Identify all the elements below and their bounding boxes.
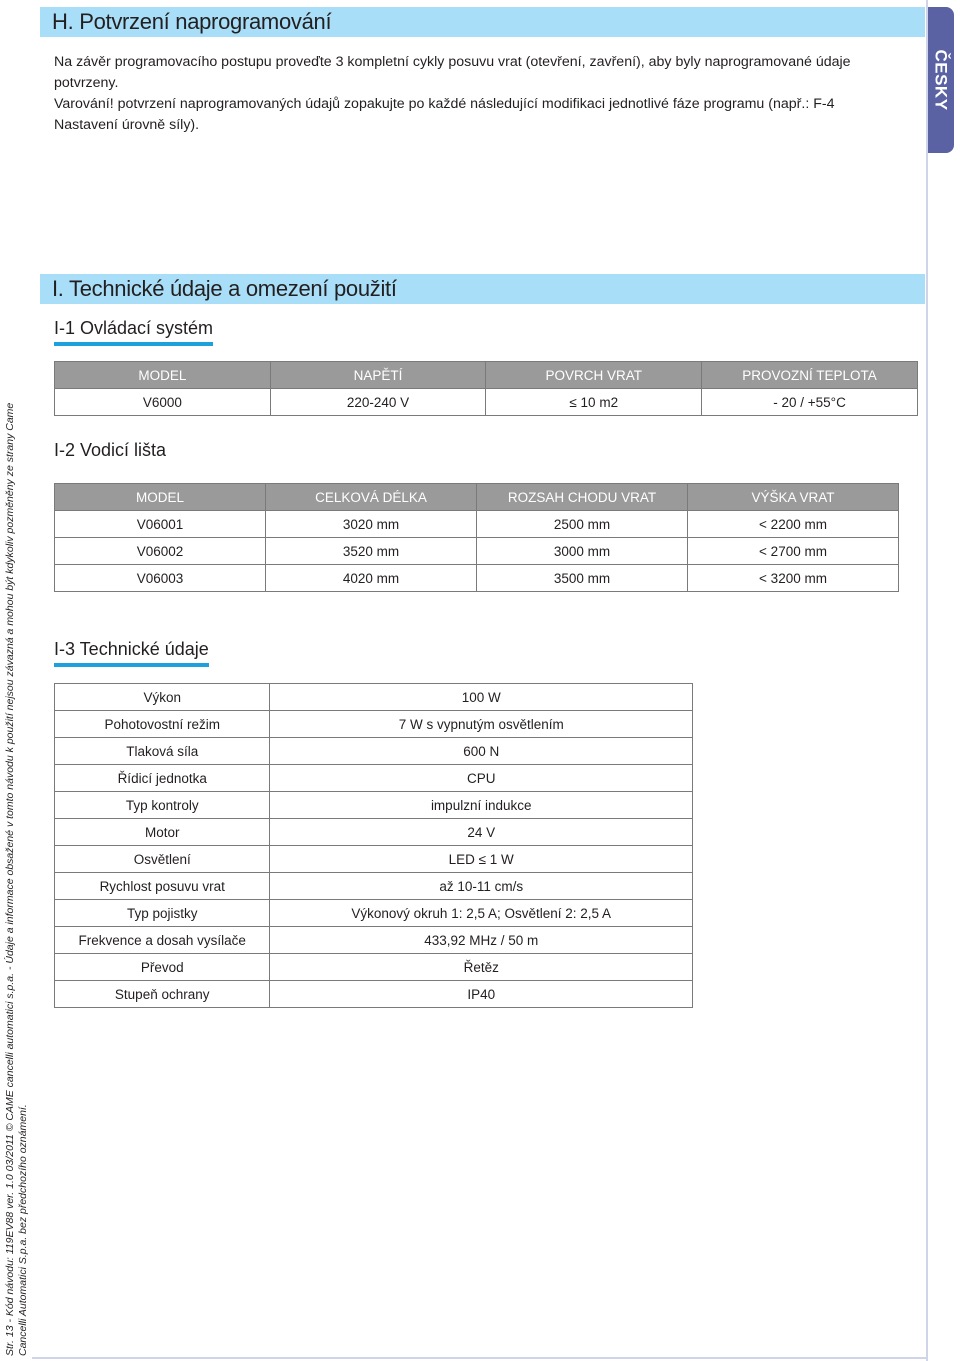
table-cell-value: IP40: [270, 981, 693, 1008]
table-cell: < 2200 mm: [688, 511, 899, 538]
table-header-row: [55, 484, 899, 511]
table-row: [55, 873, 693, 900]
table-cell-label: Stupeň ochrany: [55, 981, 270, 1008]
table-cell-label: Výkon: [55, 684, 270, 711]
table-cell: < 3200 mm: [688, 565, 899, 592]
table-cell-label: Rychlost posuvu vrat: [55, 873, 270, 900]
table-row: [55, 765, 693, 792]
table-row: [55, 819, 693, 846]
table-cell: 4020 mm: [265, 565, 476, 592]
table-cell-label: Převod: [55, 954, 270, 981]
table-cell: 2500 mm: [477, 511, 688, 538]
table-row: [55, 389, 918, 416]
section-h-header: [40, 7, 925, 37]
table-row: [55, 900, 693, 927]
column-header: CELKOVÁ DÉLKA: [265, 484, 476, 511]
table-cell-label: Pohotovostní režim: [55, 711, 270, 738]
section-h-title: H. Potvrzení naprogramování: [52, 9, 332, 34]
control-system-table: [54, 361, 918, 416]
section-h-paragraph-1: Na závěr programovacího postupu proveďte 3 kompletní cykly posuvu vrat (otevření, zavření), aby byly naprogramované údaje potvrzeny.: [54, 54, 851, 91]
technical-data-table: [54, 683, 693, 1008]
table-cell-label: Motor: [55, 819, 270, 846]
footer-line-1: Str. 13 - Kód návodu: 119EV88 ver. 1.0 03/2011 © CAME cancelli automatici s.p.a. - Údaje a informace obsažené v tomto návodu k použití nejsou závazná a mohou být kdykoliv pozměněny ze strany Came: [4, 402, 16, 1356]
subheading-i1: I-1 Ovládací systém: [54, 318, 213, 346]
table-cell-value: 24 V: [270, 819, 693, 846]
column-header: MODEL: [55, 362, 271, 389]
table-row: [55, 981, 693, 1008]
column-header: PROVOZNÍ TEPLOTA: [702, 362, 918, 389]
table-row: [55, 927, 693, 954]
section-i-header: [40, 274, 925, 304]
table-cell-value: 433,92 MHz / 50 m: [270, 927, 693, 954]
table-cell: 3020 mm: [265, 511, 476, 538]
footer-copyright: [4, 403, 30, 1356]
table-cell: 220-240 V: [270, 389, 486, 416]
table-cell-value: impulzní indukce: [270, 792, 693, 819]
table-cell-value: CPU: [270, 765, 693, 792]
page-frame-top: [32, 0, 930, 6]
table-cell-label: Osvětlení: [55, 846, 270, 873]
table-row: [55, 684, 693, 711]
table-row: [55, 846, 693, 873]
subheading-i3: I-3 Technické údaje: [54, 639, 209, 667]
table-cell-value: Řetěz: [270, 954, 693, 981]
table-row: [55, 511, 899, 538]
page-frame-right: [926, 0, 928, 1361]
table-header-row: [55, 362, 918, 389]
table-cell-label: Tlaková síla: [55, 738, 270, 765]
table-cell: V6000: [55, 389, 271, 416]
table-row: [55, 792, 693, 819]
page-frame-bottom: [32, 1357, 928, 1359]
table-cell-value: 100 W: [270, 684, 693, 711]
table-cell-label: Typ kontroly: [55, 792, 270, 819]
table-row: [55, 538, 899, 565]
table-row: [55, 738, 693, 765]
table-cell-value: 7 W s vypnutým osvětlením: [270, 711, 693, 738]
table-cell: 3000 mm: [477, 538, 688, 565]
column-header: MODEL: [55, 484, 266, 511]
column-header: ROZSAH CHODU VRAT: [477, 484, 688, 511]
table-row: [55, 954, 693, 981]
footer-line-2: Cancelli Automatici S.p.a. bez předchozího oznámení.: [17, 1104, 29, 1356]
table-cell-label: Typ pojistky: [55, 900, 270, 927]
section-h-paragraph-2: Varování! potvrzení naprogramovaných údajů zopakujte po každé následující modifikaci jednotlivé fáze programu (např.: F-4 Nastavení úrovně síly).: [54, 96, 835, 133]
table-cell: V06002: [55, 538, 266, 565]
table-row: [55, 565, 899, 592]
page-frame-left: [30, 0, 32, 1361]
guide-rail-table: [54, 483, 899, 592]
table-cell-value: 600 N: [270, 738, 693, 765]
table-cell: 3500 mm: [477, 565, 688, 592]
table-cell: V06001: [55, 511, 266, 538]
column-header: VÝŠKA VRAT: [688, 484, 899, 511]
table-cell-value: LED ≤ 1 W: [270, 846, 693, 873]
language-tab[interactable]: [928, 7, 954, 153]
table-cell: V06003: [55, 565, 266, 592]
subheading-i2: I-2 Vodicí lišta: [54, 440, 167, 460]
table-cell-label: Řídicí jednotka: [55, 765, 270, 792]
column-header: POVRCH VRAT: [486, 362, 702, 389]
table-cell-value: až 10-11 cm/s: [270, 873, 693, 900]
language-tab-label: ČESKY: [932, 49, 952, 111]
table-cell: - 20 / +55°C: [702, 389, 918, 416]
table-row: [55, 711, 693, 738]
table-cell-value: Výkonový okruh 1: 2,5 A; Osvětlení 2: 2,5 A: [270, 900, 693, 927]
table-cell-label: Frekvence a dosah vysílače: [55, 927, 270, 954]
table-cell: ≤ 10 m2: [486, 389, 702, 416]
section-i-title: I. Technické údaje a omezení použití: [52, 276, 397, 301]
table-cell: < 2700 mm: [688, 538, 899, 565]
table-cell: 3520 mm: [265, 538, 476, 565]
column-header: NAPĚTÍ: [270, 362, 486, 389]
